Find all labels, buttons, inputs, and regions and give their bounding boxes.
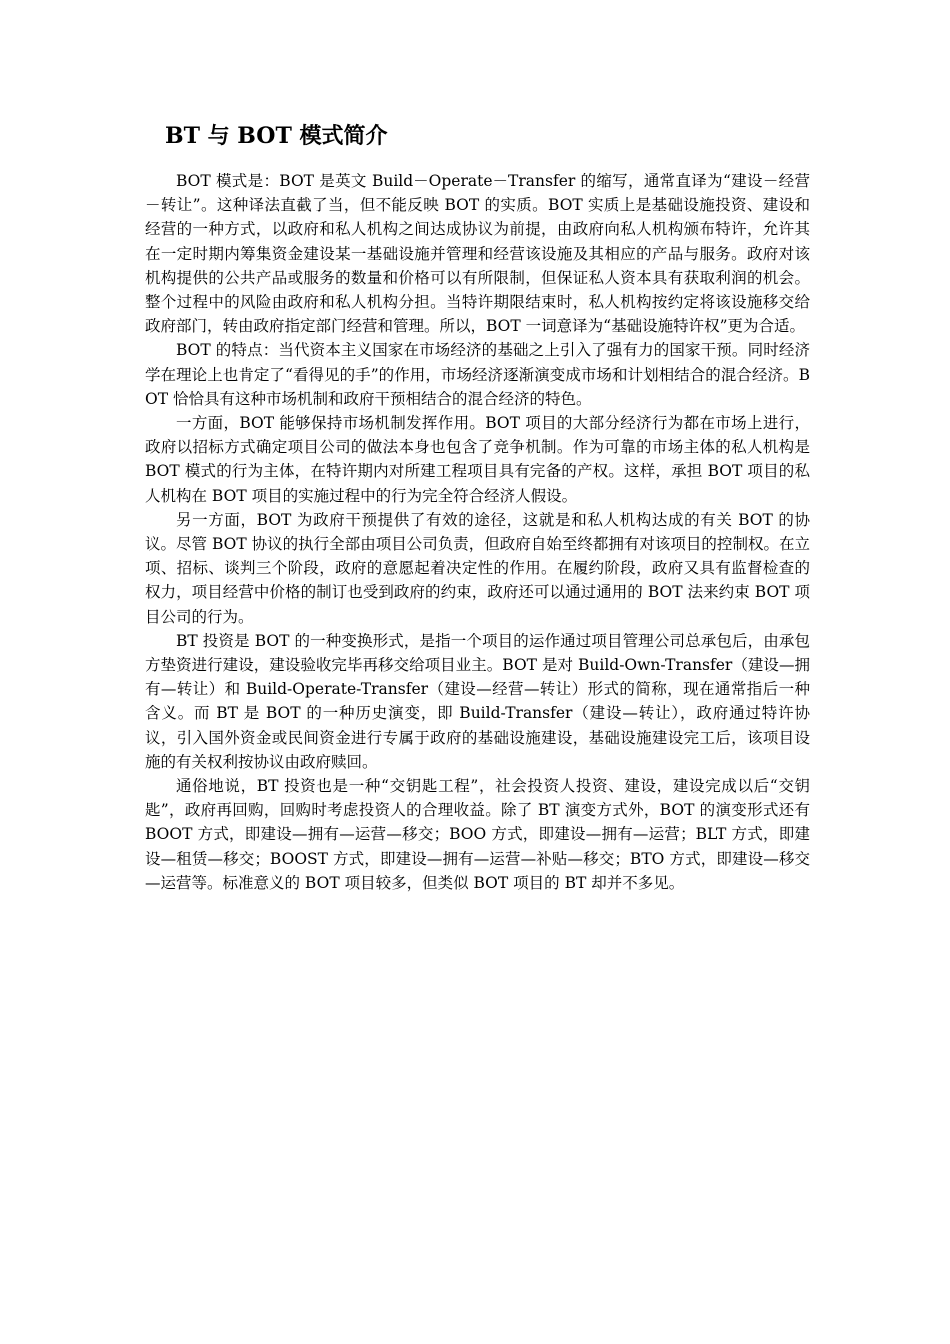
paragraph-bt-variants: 通俗地说，BT 投资也是一种“交钥匙工程”，社会投资人投资、建设，建设完成以后“交钥匙”，政府再回购，回购时考虑投资人的合理收益。除了 BT 演变方式外，BOT 的演变形式还有 BOOT 方式，即建设—拥有—运营—移交；BOO 方式，即建设—拥有—运营；BLT 方式，即建设—租赁—移交；BOOST 方式，即建设—拥有—运营—补贴—移交；BTO 方式，即建设—移交—运营等。标准意义的 BOT 项目较多，但类似 BOT 项目的 BT 却并不多见。 (145, 777, 810, 892)
paragraph-bot-definition: BOT 模式是：BOT 是英文 Build－Operate－Transfer 的缩写，通常直译为“建设－经营－转让”。这种译法直截了当，但不能反映 BOT 的实质。BOT 实质上是基础设施投资、建设和经营的一种方式，以政府和私人机构之间达成协议为前提，由政府向私人机构颁布特许，允许其在一定时期内筹集资金建设某一基础设施并管理和经营该设施及其相应的产品与服务。政府对该机构提供的公共产品或服务的数量和价格可以有所限制，但保证私人资本具有获取利润的机会。整个过程中的风险由政府和私人机构分担。当特许期限结束时，私人机构按约定将该设施移交给政府部门，转由政府指定部门经营和管理。所以，BOT 一词意译为“基础设施特许权”更为合适。 (145, 172, 810, 336)
document-title: BT 与 BOT 模式简介 (165, 123, 388, 149)
paragraph-bt-investment: BT 投资是 BOT 的一种变换形式，是指一个项目的运作通过项目管理公司总承包后，由承包方垫资进行建设，建设验收完毕再移交给项目业主。BOT 是对 Build-Own-Transfer（建设—拥有—转让）和 Build-Operate-Transfer（建设—经营—转让）形式的简称，现在通常指后一种含义。而 BT 是 BOT 的一种历史演变，即 Build-Transfer（建设—转让），政府通过特许协议，引入国外资金或民间资金进行专属于政府的基础设施建设，基础设施建设完工后，该项目设施的有关权利按协议由政府赎回。 (145, 631, 810, 771)
paragraph-bot-features: BOT 的特点：当代资本主义国家在市场经济的基础之上引入了强有力的国家干预。同时经济学在理论上也肯定了“看得见的手”的作用，市场经济逐渐演变成市场和计划相结合的混合经济。BOT 恰恰具有这种市场机制和政府干预相结合的混合经济的特色。 (145, 341, 810, 408)
paragraph-government-intervention: 另一方面，BOT 为政府干预提供了有效的途径，这就是和私人机构达成的有关 BOT 的协议。尽管 BOT 协议的执行全部由项目公司负责，但政府自始至终都拥有对该项目的控制权。在立项、招标、谈判三个阶段，政府的意愿起着决定性的作用。在履约阶段，政府又具有监督检查的权力，项目经营中价格的制订也受到政府的约束，政府还可以通过通用的 BOT 法来约束 BOT 项目公司的行为。 (145, 510, 810, 626)
paragraph-market-mechanism: 一方面，BOT 能够保持市场机制发挥作用。BOT 项目的大部分经济行为都在市场上进行，政府以招标方式确定项目公司的做法本身也包含了竞争机制。作为可靠的市场主体的私人机构是 BOT 模式的行为主体，在特许期内对所建工程项目具有完备的产权。这样，承担 BOT 项目的私人机构在 BOT 项目的实施过程中的行为完全符合经济人假设。 (145, 414, 810, 505)
document-body (145, 169, 810, 895)
